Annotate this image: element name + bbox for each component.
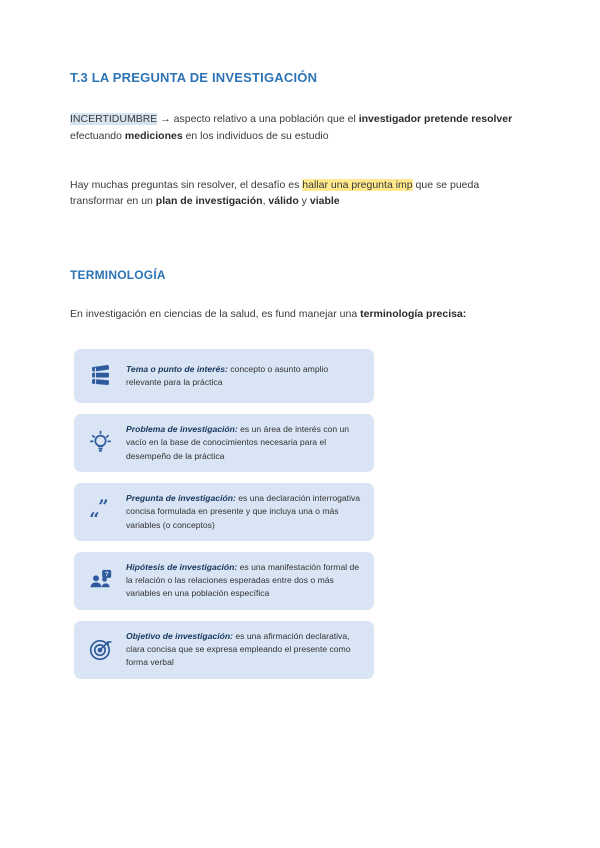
card-desc: concepto o asunto amplio relevante para la práctica <box>126 363 329 387</box>
card-tema <box>74 349 374 403</box>
people-question-icon <box>74 567 126 594</box>
card-desc: es una manifestación formal de la relación o las relaciones esperadas entre dos o más variables en una población específica <box>126 561 360 599</box>
svg-text:?: ? <box>104 571 109 579</box>
card-desc: es un área de interés con un vacío en la base de conocimientos necesaria para el desempeño de la práctica <box>126 423 350 461</box>
card-desc: es una declaración interrogativa concisa formulada en presente y que incluya una o más variables (o conceptos) <box>126 492 361 530</box>
card-text <box>126 363 362 390</box>
card-text <box>126 423 362 463</box>
card-title: Tema o punto de interés: <box>126 363 228 374</box>
paragraph-incertidumbre: INCERTIDUMBRE → aspecto relativo a una población que el investigador pretende resolver efectuando mediciones en los individuos de su estudio <box>70 113 513 142</box>
card-pregunta <box>74 483 374 541</box>
card-desc: es una afirmación declarativa, clara concisa que se expresa empleando el presente como forma verbal <box>126 630 351 668</box>
card-title: Problema de investigación: <box>126 423 238 434</box>
card-text <box>126 492 362 532</box>
card-objetivo <box>74 621 374 679</box>
card-title: Pregunta de investigación: <box>126 492 236 503</box>
terminology-card-list <box>74 349 374 679</box>
card-text <box>126 630 362 670</box>
yellow-highlight: hallar una pregunta imp <box>302 178 413 191</box>
lightbulb-icon <box>74 429 126 456</box>
section-title-terminologia: TERMINOLOGÍA <box>70 268 166 283</box>
card-hipotesis <box>74 552 374 610</box>
paragraph-desafio: Hay muchas preguntas sin resolver, el desafío es hallar una pregunta imp que se pueda transformar en un plan de investigación, válido y viable <box>70 178 480 208</box>
books-icon <box>74 362 126 389</box>
paragraph-intro-terminologia: En investigación en ciencias de la salud, es fund manejar una terminología precisa: <box>70 308 467 321</box>
blue-highlight: INCERTIDUMBRE <box>70 113 158 125</box>
card-problema <box>74 414 374 472</box>
card-title: Hipótesis de investigación: <box>126 561 238 572</box>
target-icon <box>74 636 126 663</box>
card-title: Objetivo de investigación: <box>126 630 233 641</box>
svg-text:“: “ <box>88 509 100 526</box>
card-text <box>126 561 362 601</box>
quotes-icon <box>74 498 126 525</box>
page-title: T.3 LA PREGUNTA DE INVESTIGACIÓN <box>70 70 318 85</box>
svg-text:”: ” <box>97 498 109 519</box>
